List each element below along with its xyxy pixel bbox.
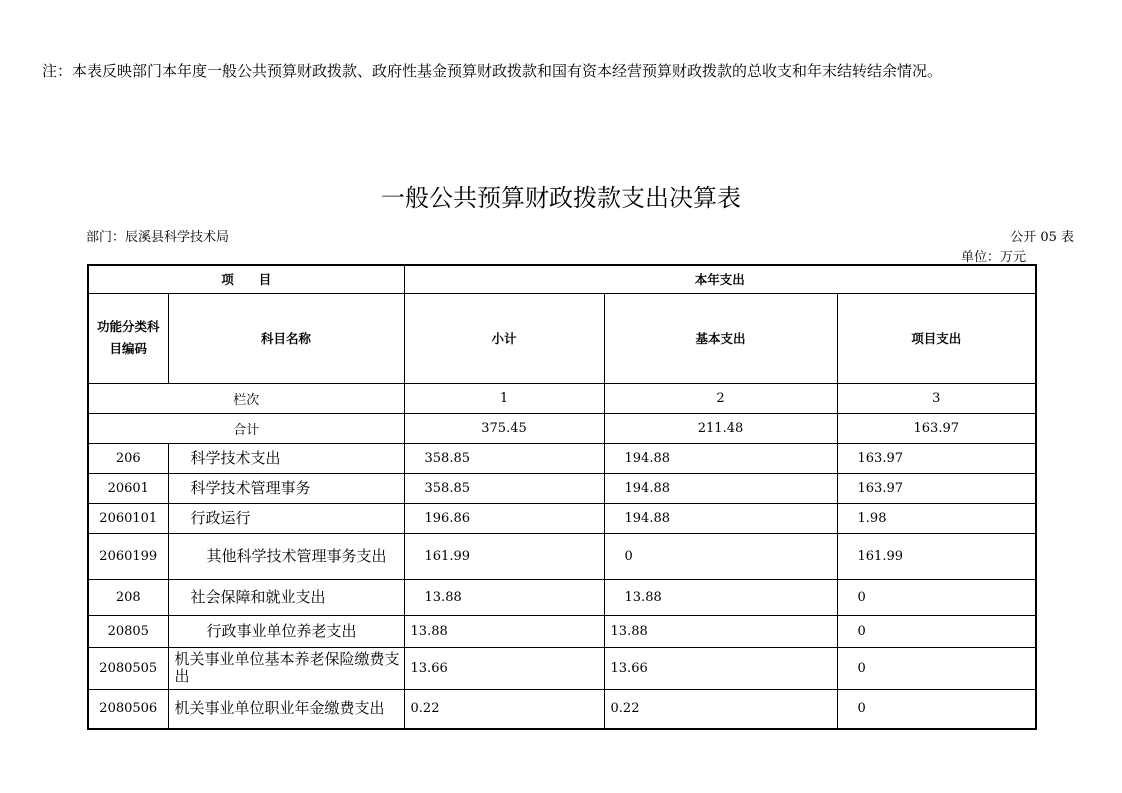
row-code: 2080506 [88, 689, 168, 729]
row-basic: 0 [604, 533, 837, 579]
column-number-3: 3 [837, 383, 1036, 413]
row-project: 163.97 [837, 473, 1036, 503]
table-row [88, 473, 1036, 503]
row-project: 0 [837, 579, 1036, 615]
row-project: 1.98 [837, 503, 1036, 533]
table-row [88, 615, 1036, 647]
table-row [88, 533, 1036, 579]
row-basic: 13.88 [604, 579, 837, 615]
row-code: 208 [88, 579, 168, 615]
total-label: 合计 [88, 413, 404, 443]
row-subtotal: 13.66 [404, 647, 604, 689]
header-subtotal: 小计 [404, 293, 604, 383]
expenditure-table [87, 264, 1037, 730]
row-project: 0 [837, 647, 1036, 689]
total-project: 163.97 [837, 413, 1036, 443]
header-code: 功能分类科目编码 [88, 293, 168, 383]
row-subtotal: 13.88 [404, 579, 604, 615]
column-number-1: 1 [404, 383, 604, 413]
page-title: 一般公共预算财政拨款支出决算表 [381, 184, 741, 212]
row-name: 机关事业单位基本养老保险缴费支出 [168, 647, 404, 689]
column-number-2: 2 [604, 383, 837, 413]
total-subtotal: 375.45 [404, 413, 604, 443]
header-current-year: 本年支出 [404, 265, 1036, 293]
column-number-label: 栏次 [88, 383, 404, 413]
row-project: 0 [837, 615, 1036, 647]
department-label: 部门：辰溪县科学技术局 [86, 230, 230, 245]
row-project: 0 [837, 689, 1036, 729]
table-row [88, 689, 1036, 729]
row-basic: 0.22 [604, 689, 837, 729]
row-code: 20805 [88, 615, 168, 647]
table-row [88, 503, 1036, 533]
row-subtotal: 161.99 [404, 533, 604, 579]
row-subtotal: 0.22 [404, 689, 604, 729]
row-name: 机关事业单位职业年金缴费支出 [168, 689, 404, 729]
row-name: 社会保障和就业支出 [168, 579, 404, 615]
header-name: 科目名称 [168, 293, 404, 383]
row-basic: 13.88 [604, 615, 837, 647]
row-name: 科学技术管理事务 [168, 473, 404, 503]
row-code: 206 [88, 443, 168, 473]
row-name: 其他科学技术管理事务支出 [168, 533, 404, 579]
row-code: 2060101 [88, 503, 168, 533]
row-code: 2060199 [88, 533, 168, 579]
row-basic: 194.88 [604, 473, 837, 503]
row-project: 161.99 [837, 533, 1036, 579]
header-basic: 基本支出 [604, 293, 837, 383]
row-basic: 13.66 [604, 647, 837, 689]
row-subtotal: 358.85 [404, 443, 604, 473]
row-name: 行政运行 [168, 503, 404, 533]
row-subtotal: 13.88 [404, 615, 604, 647]
row-code: 20601 [88, 473, 168, 503]
row-name: 科学技术支出 [168, 443, 404, 473]
table-row [88, 443, 1036, 473]
row-code: 2080505 [88, 647, 168, 689]
row-basic: 194.88 [604, 443, 837, 473]
total-basic: 211.48 [604, 413, 837, 443]
row-name: 行政事业单位养老支出 [168, 615, 404, 647]
form-number: 公开 05 表 [1010, 230, 1074, 245]
row-project: 163.97 [837, 443, 1036, 473]
header-project: 项目支出 [837, 293, 1036, 383]
table-row [88, 579, 1036, 615]
header-item: 项 目 [88, 265, 404, 293]
unit-label: 单位：万元 [960, 250, 1026, 265]
row-subtotal: 358.85 [404, 473, 604, 503]
table-note: 注：本表反映部门本年度一般公共预算财政拨款、政府性基金预算财政拨款和国有资本经营预算财政拨款的总收支和年末结转结余情况。 [42, 62, 943, 80]
table-row [88, 647, 1036, 689]
row-basic: 194.88 [604, 503, 837, 533]
row-subtotal: 196.86 [404, 503, 604, 533]
